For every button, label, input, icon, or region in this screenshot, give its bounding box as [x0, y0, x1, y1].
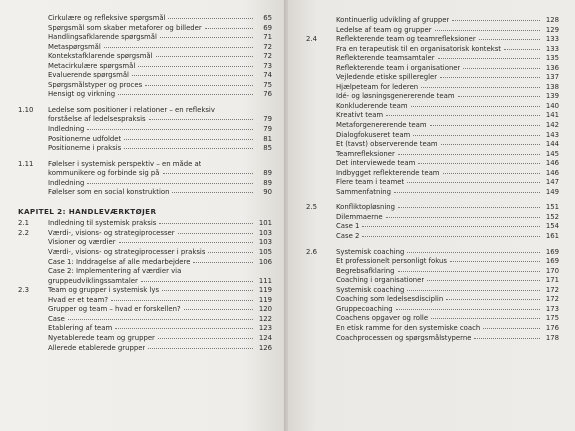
page-number: 79: [263, 125, 272, 134]
page-number: 81: [263, 134, 272, 143]
page-number: 137: [545, 73, 559, 82]
page-number: 133: [545, 44, 559, 53]
dot-leader: [438, 58, 540, 59]
right-page: [288, 0, 575, 431]
entry-title: Allerede etablerede grupper: [48, 343, 146, 352]
page-number: 76: [263, 90, 272, 99]
page-number: 172: [545, 295, 559, 304]
dot-leader: [160, 37, 253, 38]
page-number: 138: [545, 82, 559, 91]
dot-leader: [178, 233, 253, 234]
page-number: 139: [545, 92, 559, 101]
toc-entry: [306, 54, 559, 64]
entry-title: Ledelse som positioner i relationer – en refleksiv: [48, 105, 215, 114]
dot-leader: [418, 163, 540, 164]
page-number: 133: [545, 35, 559, 44]
toc-entry: [306, 121, 559, 131]
entry-title: Værdi-, visions- og strategiprocesser i praksis: [48, 248, 206, 257]
page-number: 101: [258, 219, 272, 228]
page-number: 119: [258, 286, 272, 295]
dot-leader: [205, 28, 253, 29]
toc-entry: [306, 35, 559, 45]
dot-leader: [504, 49, 540, 50]
page-number: 161: [545, 232, 559, 241]
entry-title: kommunikere og forbinde sig på: [48, 169, 160, 178]
entry-title: Systemisk coaching: [336, 285, 405, 294]
toc-entry: [18, 169, 272, 179]
dot-leader: [407, 290, 540, 291]
dot-leader: [87, 183, 253, 184]
dot-leader: [441, 144, 540, 145]
chapter-heading-text: KAPITEL 2: HANDLEVÆRKTØJER: [18, 206, 157, 216]
toc-entry: [306, 111, 559, 121]
toc-entry: [306, 45, 559, 55]
toc-entry: [18, 277, 272, 287]
entry-title: Dialogfokuseret team: [336, 130, 411, 139]
dot-leader: [398, 207, 540, 208]
section-number: 2.3: [18, 286, 29, 295]
toc-entry: [18, 144, 272, 154]
page-number: 73: [263, 61, 272, 70]
toc-entry: [18, 315, 272, 325]
entry-title: Spørgsmålstyper og proces: [48, 80, 143, 89]
dot-leader: [168, 18, 253, 19]
section-gap: [18, 198, 272, 204]
page-number: 172: [545, 285, 559, 294]
section-number: 2.1: [18, 219, 29, 228]
entry-title: Fra en terapeutisk til en organisatorisk kontekst: [336, 44, 501, 53]
toc-entry: [18, 160, 272, 170]
entry-title: Et professionelt personligt fokus: [336, 257, 447, 266]
page-number: 147: [545, 178, 559, 187]
dot-leader: [430, 125, 540, 126]
entry-title: Team og grupper i systemisk lys: [48, 286, 160, 295]
page-number: 106: [258, 257, 272, 266]
dot-leader: [446, 299, 540, 300]
dot-leader: [483, 328, 540, 329]
entry-title: Kontekstafklarende spørgsmål: [48, 52, 153, 61]
toc-entry: [306, 131, 559, 141]
dot-leader: [124, 148, 253, 149]
page-number: 176: [545, 323, 559, 332]
page-number: 75: [263, 80, 272, 89]
toc-entry: [18, 188, 272, 198]
entry-title: Indledning til systemisk praksis: [48, 219, 157, 228]
toc-entry: [306, 314, 559, 324]
entry-title: Hjælpeteam for lederen: [336, 82, 419, 91]
dot-leader: [193, 262, 253, 263]
section-number: 2.6: [306, 247, 317, 256]
entry-title: Coaching i organisationer: [336, 276, 425, 285]
toc-entry: [306, 203, 559, 213]
toc-entry: [306, 150, 559, 160]
dot-leader: [440, 77, 540, 78]
dot-leader: [450, 261, 540, 262]
dot-leader: [162, 290, 253, 291]
dot-leader: [148, 348, 253, 349]
entry-title: gruppeudviklingssamtaler: [48, 276, 138, 285]
entry-title: Case 2: Implementering af værdier via: [48, 267, 182, 276]
entry-title: Metacirkulære spørgsmål: [48, 61, 136, 70]
dot-leader: [104, 47, 253, 48]
dot-leader: [119, 242, 253, 243]
section-number: 1.11: [18, 159, 34, 168]
toc-entry: [306, 267, 559, 277]
page-number: 103: [258, 238, 272, 247]
entry-title: Det interviewede team: [336, 159, 416, 168]
entry-title: Positionerne udfoldet: [48, 134, 122, 143]
toc-entry: [306, 16, 559, 26]
toc-entry: [306, 73, 559, 83]
dot-leader: [394, 192, 540, 193]
dot-leader: [452, 20, 540, 21]
entry-title: Coachens opgaver og rolle: [336, 314, 429, 323]
page-number: 144: [545, 140, 559, 149]
entry-title: Gruppecoaching: [336, 304, 393, 313]
entry-title: Teamrefleksioner: [336, 149, 395, 158]
entry-title: Grupper og team – hvad er forskellen?: [48, 305, 181, 314]
entry-title: En etisk ramme for den systemiske coach: [336, 323, 481, 332]
toc-entry: [18, 296, 272, 306]
toc-entry: [18, 115, 272, 125]
toc-entry: [306, 222, 559, 232]
toc-entry: [306, 213, 559, 223]
page-number: 136: [545, 63, 559, 72]
page-number: 145: [545, 149, 559, 158]
toc-entry: [306, 257, 559, 267]
entry-title: Hensigt og virkning: [48, 90, 116, 99]
toc-entry: [306, 276, 559, 286]
entry-title: Case 1: [336, 222, 360, 231]
toc-entry: [306, 248, 559, 258]
entry-title: Følelser som en social konstruktion: [48, 188, 170, 197]
page-number: 142: [545, 121, 559, 130]
entry-title: Metaforgenererende team: [336, 121, 427, 130]
toc-entry: [306, 102, 559, 112]
toc-entry: [18, 324, 272, 334]
entry-title: Spørgsmål som skaber metaforer og billeder: [48, 23, 202, 32]
dot-leader: [362, 226, 540, 227]
dot-leader: [396, 309, 540, 310]
toc-entry: [18, 286, 272, 296]
entry-title: Case: [48, 314, 65, 323]
toc-entry: [18, 258, 272, 268]
page-number: 178: [545, 333, 559, 342]
dot-leader: [463, 68, 540, 69]
dot-leader: [458, 96, 540, 97]
entry-title: Visioner og værdier: [48, 238, 116, 247]
toc-entry: [306, 232, 559, 242]
page-number: 69: [263, 23, 272, 32]
dot-leader: [411, 106, 540, 107]
entry-title: Dilemmaerne: [336, 212, 383, 221]
left-page: [0, 0, 286, 431]
toc-entry: [306, 169, 559, 179]
dot-leader: [145, 85, 253, 86]
page-number: 72: [263, 52, 272, 61]
toc-entry: [306, 26, 559, 36]
toc-entry: [18, 33, 272, 43]
toc-entry: [306, 83, 559, 93]
page-number: 124: [258, 333, 272, 342]
dot-leader: [158, 338, 253, 339]
toc-entry: [18, 229, 272, 239]
dot-leader: [398, 154, 540, 155]
toc-entry: [18, 81, 272, 91]
page-number: 72: [263, 42, 272, 51]
page-number: 89: [263, 178, 272, 187]
toc-entry: [18, 248, 272, 258]
dot-leader: [427, 280, 540, 281]
dot-leader: [362, 236, 540, 237]
page-number: 65: [263, 14, 272, 22]
page-number: 103: [258, 228, 272, 237]
page-number: 105: [258, 248, 272, 257]
dot-leader: [159, 223, 253, 224]
entry-title: Case 1: Inddragelse af alle medarbejdere: [48, 257, 191, 266]
dot-leader: [156, 56, 253, 57]
dot-leader: [479, 39, 540, 40]
dot-leader: [431, 318, 540, 319]
dot-leader: [172, 192, 253, 193]
dot-leader: [443, 173, 540, 174]
dot-leader: [413, 135, 540, 136]
page-number: 111: [258, 276, 272, 285]
entry-title: Handlingsafklarende spørgsmål: [48, 33, 157, 42]
page-number: 175: [545, 314, 559, 323]
toc-entry: [306, 140, 559, 150]
dot-leader: [111, 300, 253, 301]
dot-leader: [435, 30, 540, 31]
dot-leader: [398, 271, 541, 272]
toc-entry: [306, 334, 559, 344]
chapter-heading: [18, 207, 272, 217]
entry-title: Reflekterende team og teamrefleksioner: [336, 35, 476, 44]
dot-leader: [407, 252, 540, 253]
entry-title: Case 2: [336, 232, 360, 241]
entry-title: Positionerne i praksis: [48, 144, 122, 153]
page-number: 173: [545, 304, 559, 313]
page-number: 170: [545, 266, 559, 275]
toc-entry: [18, 219, 272, 229]
page-number: 128: [545, 16, 559, 24]
toc-entry: [306, 286, 559, 296]
page-number: 169: [545, 247, 559, 256]
page-number: 74: [263, 71, 272, 80]
toc-entry: [18, 62, 272, 72]
toc-entry: [18, 125, 272, 135]
toc-entry: [18, 14, 272, 24]
toc-entry: [306, 92, 559, 102]
toc-entry: [306, 159, 559, 169]
dot-leader: [141, 281, 253, 282]
page-number: 152: [545, 212, 559, 221]
toc-entry: [18, 344, 272, 354]
entry-title: Idé- og løsningsgenererende team: [336, 92, 455, 101]
dot-leader: [474, 338, 540, 339]
dot-leader: [386, 217, 540, 218]
toc-entry: [18, 52, 272, 62]
toc-entry: [18, 24, 272, 34]
entry-title: Hvad er et team?: [48, 295, 108, 304]
dot-leader: [407, 182, 540, 183]
entry-title: Metaspørgsmål: [48, 42, 101, 51]
page-number: 169: [545, 257, 559, 266]
dot-leader: [132, 75, 253, 76]
section-number: 2.4: [306, 35, 317, 44]
dot-leader: [421, 87, 540, 88]
page-number: 119: [258, 295, 272, 304]
entry-title: Flere team i teamet: [336, 178, 405, 187]
entry-title: Coaching som ledelsesdisciplin: [336, 295, 444, 304]
dot-leader: [149, 119, 253, 120]
entry-title: Reflekterende teamsamtaler: [336, 54, 435, 63]
page-number: 90: [263, 188, 272, 197]
entry-title: Følelser i systemisk perspektiv – en måde at: [48, 159, 202, 168]
section-number: 1.10: [18, 105, 34, 114]
toc-entry: [18, 267, 272, 277]
toc-entry: [18, 305, 272, 315]
entry-title: forståelse af ledelsespraksis: [48, 115, 146, 124]
entry-title: Coachprocessen og spørgsmålstyperne: [336, 333, 472, 342]
toc-entry: [18, 90, 272, 100]
page-number: 135: [545, 54, 559, 63]
page-number: 143: [545, 130, 559, 139]
page-number: 146: [545, 168, 559, 177]
entry-title: Værdi-, visions- og strategiprocesser: [48, 228, 175, 237]
dot-leader: [115, 328, 253, 329]
toc-entry: [18, 106, 272, 116]
entry-title: Cirkulære og refleksive spørgsmål: [48, 14, 166, 22]
dot-leader: [68, 319, 253, 320]
page-number: 120: [258, 305, 272, 314]
page-number: 89: [263, 169, 272, 178]
entry-title: Ledelse af team og grupper: [336, 25, 432, 34]
entry-title: Sammenfatning: [336, 187, 392, 196]
dot-leader: [124, 139, 253, 140]
page-number: 151: [545, 203, 559, 212]
dot-leader: [138, 66, 253, 67]
toc-entry: [18, 71, 272, 81]
page-number: 85: [263, 144, 272, 153]
entry-title: Kreativt team: [336, 111, 384, 120]
toc-entry: [306, 324, 559, 334]
entry-title: Evaluerende spørgsmål: [48, 71, 129, 80]
entry-title: Konkluderende team: [336, 101, 408, 110]
toc-entry: [18, 179, 272, 189]
entry-title: Nyetablerede team og grupper: [48, 333, 155, 342]
entry-title: Indbygget reflekterende team: [336, 168, 440, 177]
section-number: 2.5: [306, 203, 317, 212]
dot-leader: [208, 252, 253, 253]
entry-title: Indledning: [48, 125, 85, 134]
toc-entry: [306, 305, 559, 315]
toc-entry: [306, 178, 559, 188]
page-number: 154: [545, 222, 559, 231]
toc-entry: [18, 334, 272, 344]
page-number: 71: [263, 33, 272, 42]
dot-leader: [184, 309, 253, 310]
toc-entry: [18, 43, 272, 53]
entry-title: Konfliktopløsning: [336, 203, 396, 212]
entry-title: Begrebsafklaring: [336, 266, 395, 275]
page-number: 149: [545, 187, 559, 196]
section-number: 2.2: [18, 228, 29, 237]
toc-entry: [306, 295, 559, 305]
entry-title: Systemisk coaching: [336, 247, 405, 256]
entry-title: Indledning: [48, 178, 85, 187]
toc-entry: [306, 188, 559, 198]
toc-entry: [18, 238, 272, 248]
page-number: 141: [545, 111, 559, 120]
toc-entry: [18, 135, 272, 145]
page-number: 122: [258, 314, 272, 323]
dot-leader: [87, 129, 253, 130]
dot-leader: [386, 115, 540, 116]
page-number: 79: [263, 115, 272, 124]
entry-title: Et (tavst) observerende team: [336, 140, 438, 149]
page-number: 129: [545, 25, 559, 34]
dot-leader: [118, 94, 253, 95]
dot-leader: [163, 173, 253, 174]
toc-entry: [306, 64, 559, 74]
page-number: 140: [545, 101, 559, 110]
page-number: 171: [545, 276, 559, 285]
page-number: 146: [545, 159, 559, 168]
page-number: 123: [258, 324, 272, 333]
entry-title: Kontinuerlig udvikling af grupper: [336, 16, 450, 24]
entry-title: Etablering af team: [48, 324, 113, 333]
entry-title: Reflekterende team i organisationer: [336, 63, 461, 72]
entry-title: Vejledende etiske spilleregler: [336, 73, 438, 82]
page-number: 126: [258, 343, 272, 352]
